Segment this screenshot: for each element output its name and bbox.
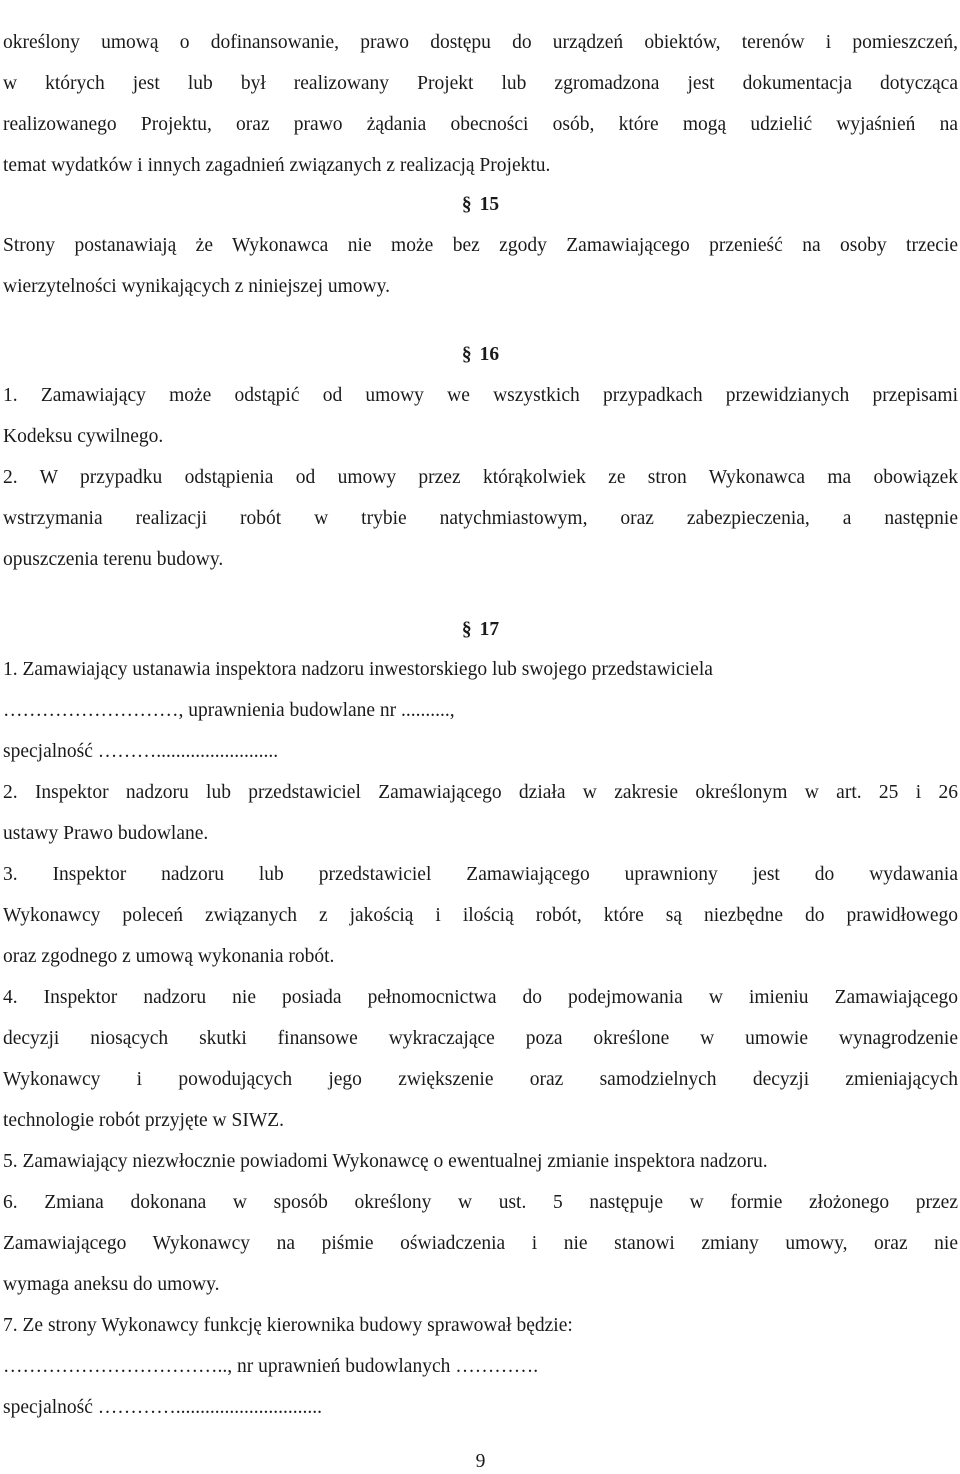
text-line: temat wydatków i innych zagadnień związanych z realizacją Projektu. (3, 155, 551, 176)
text-line: realizowanego Projektu, oraz prawo żądania obecności osób, które mogą udzielić wyjaśnień na (3, 114, 958, 135)
text-line: ustawy Prawo budowlane. (3, 823, 209, 844)
text-line: technologie robót przyjęte w SIWZ. (3, 1110, 285, 1131)
page-number: 9 (475, 1451, 486, 1472)
text-line: w których jest lub był realizowany Projekt lub zgromadzona jest dokumentacja dotycząca (3, 73, 958, 94)
text-line: Wykonawcy i powodujących jego zwiększenie oraz samodzielnych decyzji zmieniających (3, 1069, 958, 1090)
text-line: specjalność ………......................... (3, 741, 279, 762)
section-heading-15 (3, 193, 958, 217)
section-heading-17 (3, 618, 958, 642)
section-number: 17 (479, 619, 500, 640)
section-number: 16 (479, 344, 500, 365)
text-line: decyzji niosących skutki finansowe wykraczające poza określone w umowie wynagrodzenie (3, 1028, 958, 1049)
text-line: określony umową o dofinansowanie, prawo dostępu do urządzeń obiektów, terenów i pomieszczeń, (3, 32, 958, 53)
text-line: Strony postanawiają że Wykonawca nie może bez zgody Zamawiającego przenieść na osoby trzecie (3, 235, 958, 256)
text-line: 7. Ze strony Wykonawcy funkcję kierownika budowy sprawował będzie: (3, 1315, 573, 1336)
text-line: 3. Inspektor nadzoru lub przedstawiciel Zamawiającego uprawniony jest do wydawania (3, 864, 958, 885)
text-line: wymaga aneksu do umowy. (3, 1274, 220, 1295)
text-line: …………………………….., nr uprawnień budowlanych …………. (3, 1356, 539, 1377)
section-number: 15 (479, 194, 500, 215)
section-symbol: § (461, 619, 472, 640)
section-heading-16 (3, 343, 958, 367)
text-line: 2. Inspektor nadzoru lub przedstawiciel Zamawiającego działa w zakresie określonym w art. 25 i 26 (3, 782, 958, 803)
text-line: oraz zgodnego z umową wykonania robót. (3, 946, 335, 967)
text-line: 1. Zamawiający może odstąpić od umowy we wszystkich przypadkach przewidzianych przepisami (3, 385, 958, 406)
text-line: wierzytelności wynikających z niniejszej umowy. (3, 276, 390, 297)
text-line: ………………………, uprawnienia budowlane nr .........., (3, 700, 455, 721)
text-line: 4. Inspektor nadzoru nie posiada pełnomocnictwa do podejmowania w imieniu Zamawiającego (3, 987, 958, 1008)
text-line: 1. Zamawiający ustanawia inspektora nadzoru inwestorskiego lub swojego przedstawiciela (3, 659, 713, 680)
section-symbol: § (461, 344, 472, 365)
section-symbol: § (461, 194, 472, 215)
text-line: specjalność ………….............................. (3, 1397, 323, 1418)
text-line: Kodeksu cywilnego. (3, 426, 164, 447)
text-line: 6. Zmiana dokonana w sposób określony w ust. 5 następuje w formie złożonego przez (3, 1192, 958, 1213)
text-line: Wykonawcy poleceń związanych z jakością i ilością robót, które są niezbędne do prawidłowego (3, 905, 958, 926)
text-line: wstrzymania realizacji robót w trybie natychmiastowym, oraz zabezpieczenia, a następnie (3, 508, 958, 529)
text-line: 5. Zamawiający niezwłocznie powiadomi Wykonawcę o ewentualnej zmianie inspektora nadzoru. (3, 1151, 768, 1172)
text-line: Zamawiającego Wykonawcy na piśmie oświadczenia i nie stanowi zmiany umowy, oraz nie (3, 1233, 958, 1254)
text-line: 2. W przypadku odstąpienia od umowy przez którąkolwiek ze stron Wykonawca ma obowiązek (3, 467, 958, 488)
text-line: opuszczenia terenu budowy. (3, 549, 224, 570)
